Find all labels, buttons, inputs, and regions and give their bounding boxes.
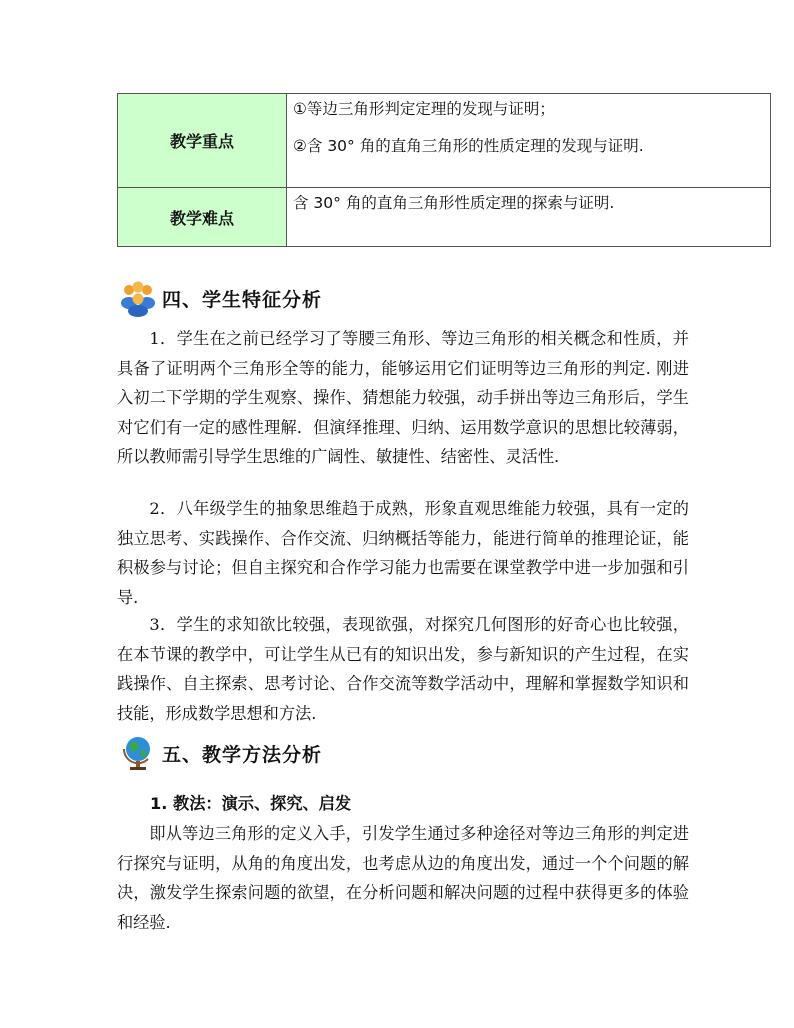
table-label-focus: 教学重点 (118, 94, 287, 188)
section-4-paragraph-2: 2．八年级学生的抽象思维趋于成熟，形象直观思维能力较强，具有一定的独立思考、实践操作、合作交流、归纳概括等能力，能进行简单的推理论证，能积极参与讨论；但自主探究和合作学习能力也需要在课堂教学中进一步加强和引导. (117, 499, 689, 607)
table-row (118, 94, 771, 188)
globe-icon (118, 733, 158, 773)
section-5-title: 五、教学方法分析 (162, 743, 323, 766)
table-row (118, 188, 771, 247)
table-value-difficulty (287, 188, 771, 247)
teaching-focus-table (117, 93, 771, 247)
section-4-paragraph-1: 1．学生在之前已经学习了等腰三角形、等边三角形的相关概念和性质，并具备了证明两个三角形全等的能力，能够运用它们证明等边三角形的判定. 刚进入初二下学期的学生观察、操作、猜想能力较强，动手拼出等边三角形后，学生对它们有一定的感性理解．但演绎推理、归纳、运用数学意识的思想比较薄弱，所以教师需引导学生思维的广阔性、敏捷性、结密性、灵活性. (117, 329, 689, 466)
teaching-method-subheading: 1. 教法：演示、探究、启发 (150, 794, 352, 813)
section-4-paragraph-3: 3．学生的求知欲比较强，表现欲强，对探究几何图形的好奇心也比较强，在本节课的教学中，可让学生从已有的知识出发，参与新知识的产生过程，在实践操作、自主探索、思考讨论、合作交流等数学活动中，理解和掌握数学知识和技能，形成数学思想和方法. (117, 615, 689, 723)
table-label-difficulty: 教学难点 (118, 188, 287, 247)
section-4-title: 四、学生特征分析 (162, 288, 323, 311)
focus-line-2: ②含 30° 角的直角三角形的性质定理的发现与证明. (293, 137, 644, 155)
table-value-focus (287, 94, 771, 188)
difficulty-line-1: 含 30° 角的直角三角形性质定理的探索与证明. (293, 194, 615, 212)
section-5-paragraph: 即从等边三角形的定义入手，引发学生通过多种途径对等边三角形的判定进行探究与证明，从角的角度出发，也考虑从边的角度出发，通过一个个问题的解决，激发学生探索问题的欲望，在分析问题和解决问题的过程中获得更多的体验和经验. (117, 824, 689, 932)
focus-line-1: ①等边三角形判定定理的发现与证明； (293, 100, 555, 118)
section-4-heading (118, 278, 322, 318)
people-group-icon (118, 278, 158, 318)
section-5-heading (118, 733, 322, 773)
